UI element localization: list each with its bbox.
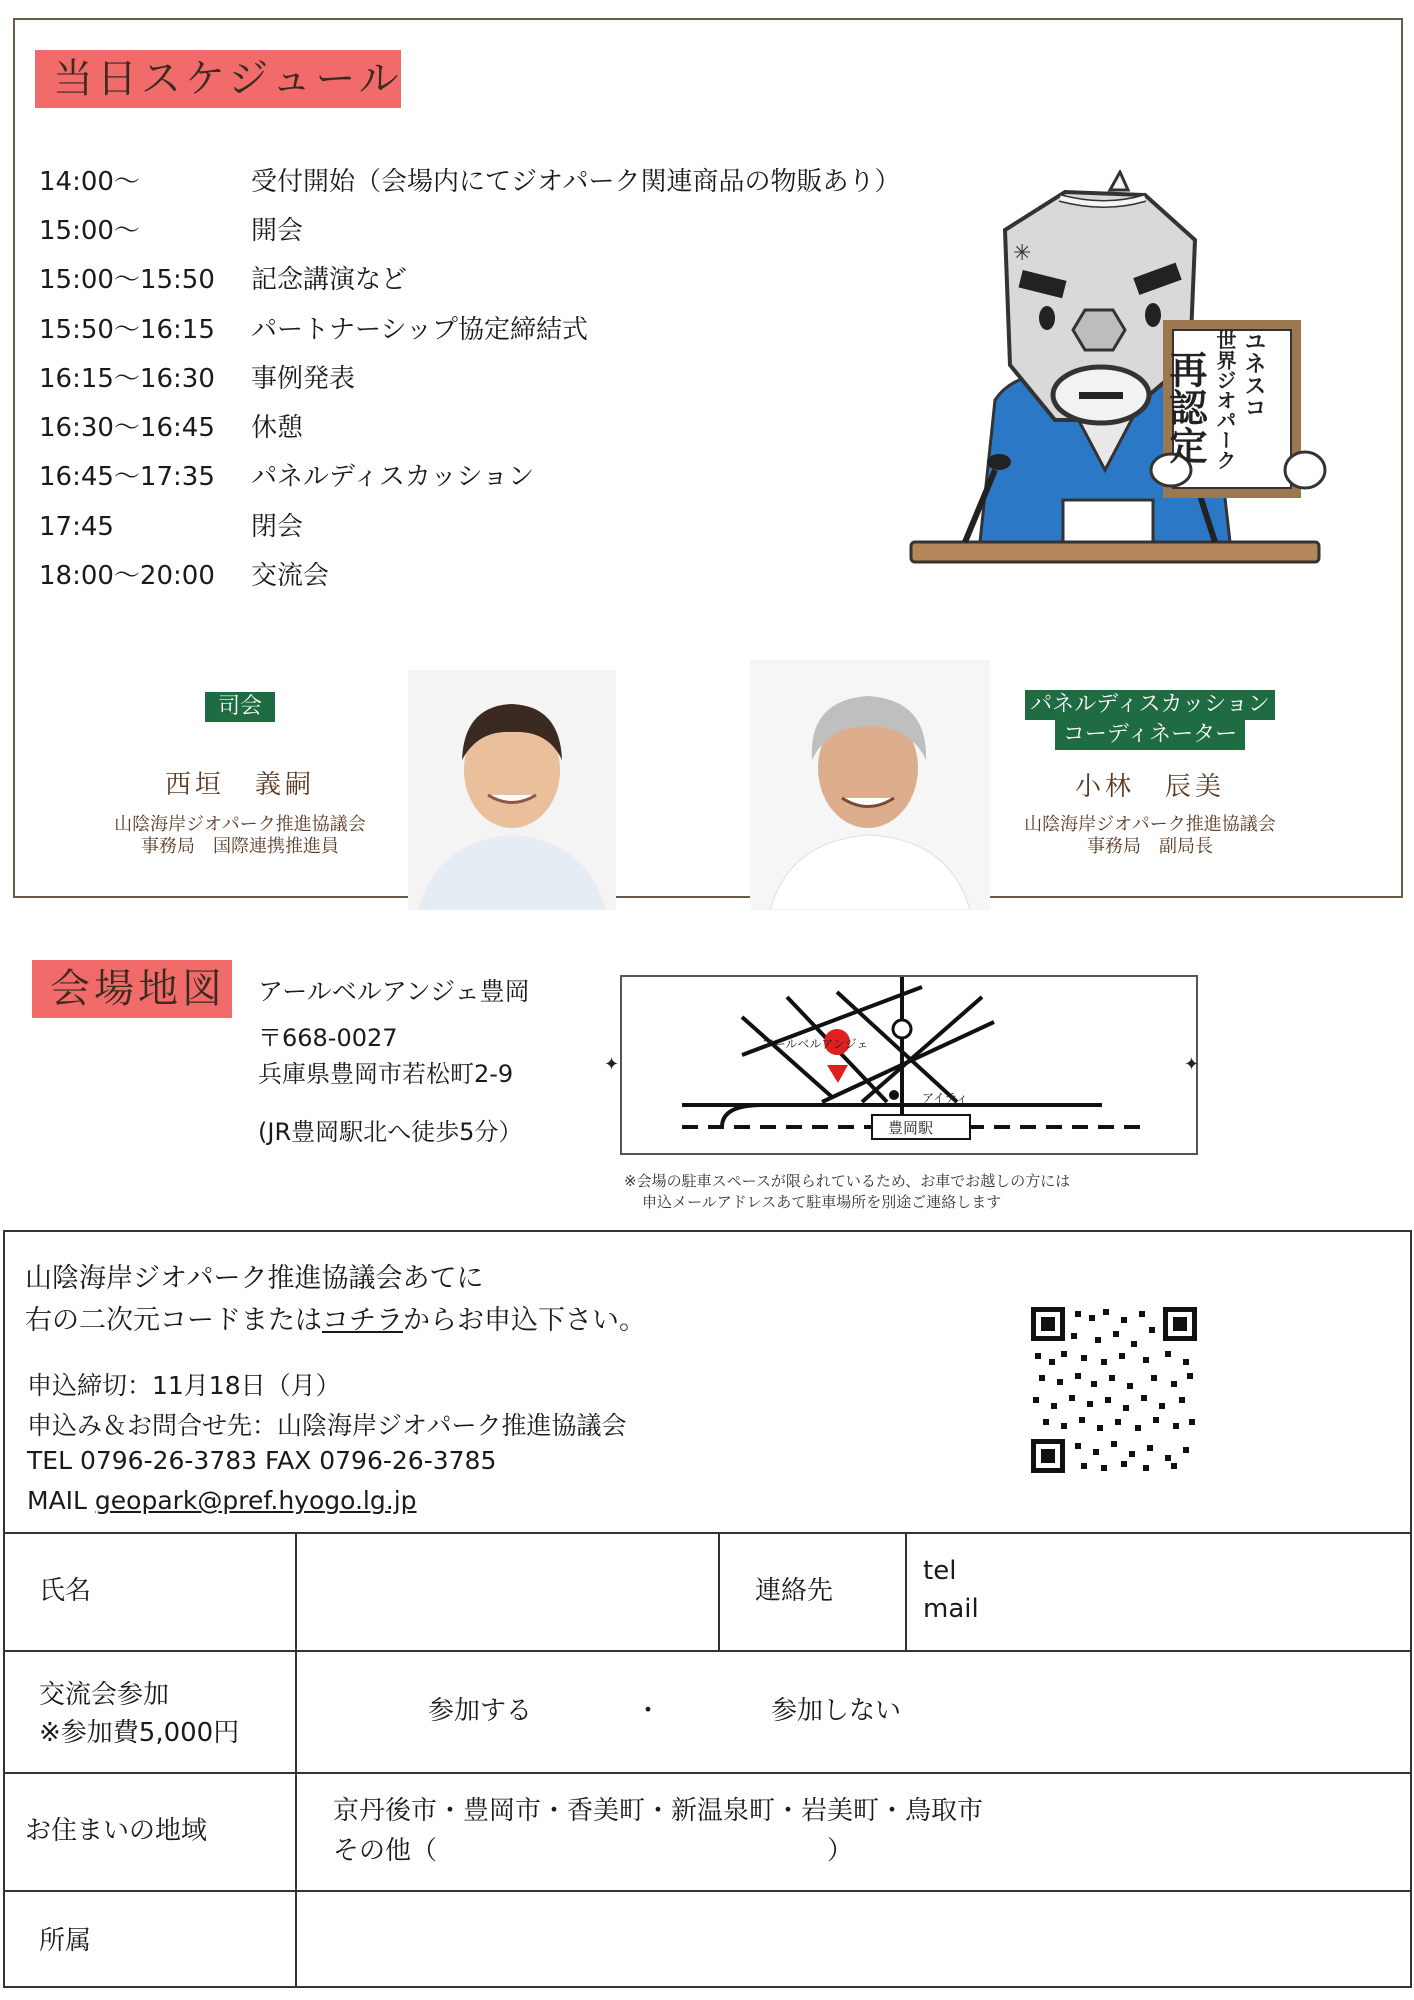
deadline-text: 申込締切：11月18日（月） xyxy=(27,1371,341,1400)
schedule-time: 17:45 xyxy=(39,512,114,542)
region-other[interactable]: その他（ ） xyxy=(333,1836,854,1866)
schedule-title: 当日スケジュール xyxy=(35,50,401,108)
tel-label: tel xyxy=(923,1556,957,1586)
table-border xyxy=(5,1772,1410,1774)
schedule-event: パネルディスカッション xyxy=(251,462,535,492)
table-border xyxy=(295,1532,297,1988)
venue-map xyxy=(620,975,1198,1155)
apply-line-2 xyxy=(25,1298,646,1337)
name-field[interactable] xyxy=(298,1534,718,1650)
mascot-sign-line1: ユネスコ xyxy=(1241,330,1266,418)
map-store-label: アイティ xyxy=(922,1091,968,1105)
schedule-event: パートナーシップ協定締結式 xyxy=(251,315,588,345)
coordinator-name: 小林 辰美 xyxy=(1074,772,1225,802)
mail-label: MAIL xyxy=(27,1486,95,1515)
table-border xyxy=(905,1532,907,1650)
schedule-time: 15:50～16:15 xyxy=(39,315,215,345)
moderator-affiliation-1: 山陰海岸ジオパーク推進協議会 xyxy=(114,814,366,835)
venue-postal: 〒668-0027 xyxy=(258,1024,398,1052)
schedule-time: 16:15～16:30 xyxy=(39,364,215,394)
map-sparkle-icon: ✦ xyxy=(1184,1054,1200,1075)
apply-line-1: 山陰海岸ジオパーク推進協議会あてに xyxy=(25,1263,484,1294)
svg-text:✳: ✳ xyxy=(1013,241,1032,266)
affiliation-label: 所属 xyxy=(39,1926,92,1956)
schedule-event: 閉会 xyxy=(251,512,304,542)
coordinator-affiliation-2: 事務局 副局長 xyxy=(1087,836,1213,857)
schedule-event: 休憩 xyxy=(251,413,304,443)
moderator-affiliation-2: 事務局 国際連携推進員 xyxy=(141,836,339,857)
schedule-panel xyxy=(13,18,1403,898)
coordinator-role-tag-1: パネルディスカッション xyxy=(1025,690,1275,720)
schedule-time: 16:45～17:35 xyxy=(39,462,215,492)
map-station-label: 豊岡駅 xyxy=(888,1119,934,1137)
schedule-time: 16:30～16:45 xyxy=(39,413,215,443)
not-attend-option[interactable]: 参加しない xyxy=(771,1696,902,1726)
coordinator-photo xyxy=(750,660,990,910)
apply-here-link[interactable]: コチラ xyxy=(322,1305,403,1336)
moderator-photo xyxy=(408,670,616,910)
contact-label: 連絡先 xyxy=(755,1576,834,1606)
affiliation-field[interactable] xyxy=(298,1892,1408,1986)
coordinator-role-tag-2: コーディネーター xyxy=(1055,720,1245,750)
schedule-time: 18:00～20:00 xyxy=(39,561,215,591)
schedule-time: 15:00～15:50 xyxy=(39,265,215,295)
contact-text: 申込み＆お問合せ先：山陰海岸ジオパーク推進協議会 xyxy=(27,1411,627,1440)
mail-line xyxy=(27,1486,417,1515)
name-label: 氏名 xyxy=(39,1576,92,1606)
apply-line-2-tail: からお申込下さい。 xyxy=(403,1305,646,1336)
venue-name: アールベルアンジェ豊岡 xyxy=(258,977,530,1006)
party-label: 交流会参加 xyxy=(39,1680,170,1710)
venue-title: 会場地図 xyxy=(32,960,232,1018)
apply-line-2-text: 右の二次元コードまたは xyxy=(25,1305,322,1336)
schedule-event: 受付開始（会場内にてジオパーク関連商品の物販あり） xyxy=(251,167,901,197)
moderator-role-tag: 司会 xyxy=(205,692,275,722)
mascot-sign-line3: 再認定 xyxy=(1163,350,1207,464)
schedule-event: 記念講演など xyxy=(251,265,408,295)
coordinator-affiliation-1: 山陰海岸ジオパーク推進協議会 xyxy=(1024,814,1276,835)
region-label: お住まいの地域 xyxy=(25,1816,208,1846)
schedule-time: 15:00～ xyxy=(39,216,140,246)
mascot-illustration xyxy=(895,170,1335,570)
parking-note-2: 申込メールアドレスあて駐車場所を別途ご連絡します xyxy=(642,1193,1002,1211)
option-separator: ・ xyxy=(635,1696,662,1726)
table-border xyxy=(718,1532,720,1650)
phone-fax-text: TEL 0796-26-3783 FAX 0796-26-3785 xyxy=(27,1446,497,1475)
schedule-time: 14:00～ xyxy=(39,167,140,197)
moderator-name: 西垣 義嗣 xyxy=(164,770,315,800)
attend-option[interactable]: 参加する xyxy=(428,1696,533,1726)
mascot-sign-line2: 世界ジオパーク xyxy=(1213,330,1237,470)
schedule-event: 開会 xyxy=(251,216,304,246)
table-border xyxy=(5,1650,1410,1652)
application-panel xyxy=(3,1230,1412,1988)
schedule-event: 交流会 xyxy=(251,561,330,591)
qr-code[interactable] xyxy=(1031,1307,1197,1473)
parking-note-1: ※会場の駐車スペースが限られているため、お車でお越しの方には xyxy=(624,1172,1071,1190)
venue-address: 兵庫県豊岡市若松町2-9 xyxy=(258,1060,514,1088)
party-fee-label: ※参加費5,000円 xyxy=(39,1718,240,1748)
venue-access: (JR豊岡駅北へ徒歩5分） xyxy=(258,1118,523,1146)
mail-field-label: mail xyxy=(923,1594,979,1624)
map-sparkle-icon: ✦ xyxy=(604,1054,620,1075)
schedule-event: 事例発表 xyxy=(251,364,356,394)
mail-link[interactable]: geopark@pref.hyogo.lg.jp xyxy=(94,1486,417,1515)
region-options[interactable]: 京丹後市・豊岡市・香美町・新温泉町・岩美町・鳥取市 xyxy=(333,1796,984,1826)
map-venue-label: アールベルアンジェ xyxy=(762,1037,869,1051)
